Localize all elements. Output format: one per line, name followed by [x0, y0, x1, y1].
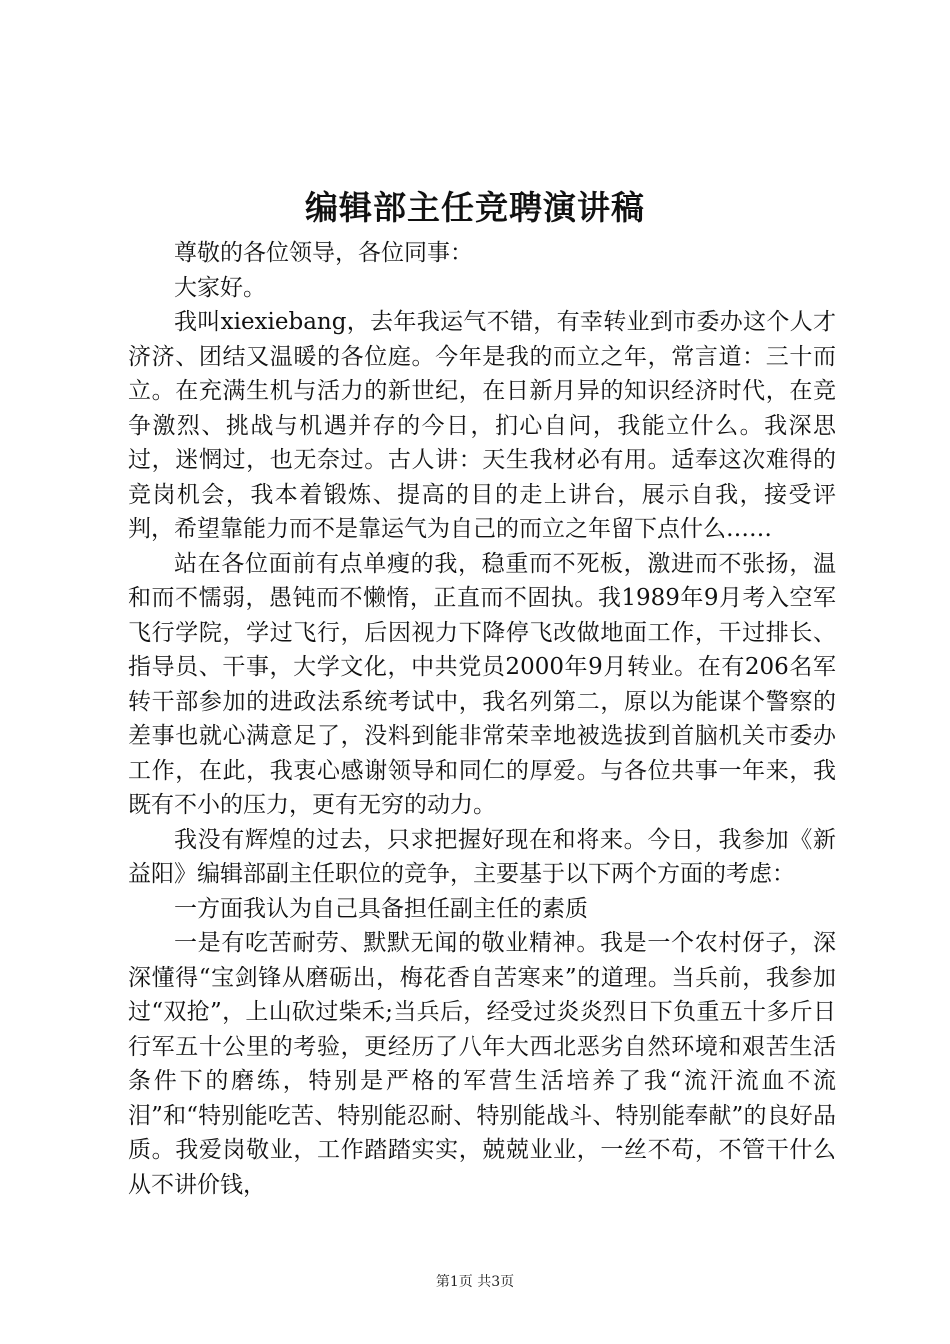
paragraph-motivation: 我没有辉煌的过去，只求把握好现在和将来。今日，我参加《新益阳》编辑部副主任职位的竞争，主要基于以下两个方面的考虑：: [128, 826, 836, 887]
paragraph-greeting: 尊敬的各位领导，各位同事：: [174, 240, 473, 266]
paragraph-work-ethic: 一是有吃苦耐劳、默默无闻的敬业精神。我是一个农村伢子，深深懂得“宝剑锋从磨砺出，梅花香自苦寒来”的道理。当兵前，我参加过“双抢”，上山砍过柴禾;当兵后，经受过炎炎烈日下负重五十多斤日行军五十公里的考验，更经历了八年大西北恶劣自然环境和艰苦生活条件下的磨练，特别是严格的军营生活培养了我“流汗流血不流泪”和“特别能吃苦、特别能忍耐、特别能战斗、特别能奉献”的良好品质。我爱岗敬业，工作踏踏实实，兢兢业业，一丝不苟，不管干什么从不讲价钱，: [128, 930, 836, 1198]
document-body: [128, 236, 836, 1202]
paragraph-section-heading: 一方面我认为自己具备担任副主任的素质: [174, 895, 588, 922]
page-title: 编辑部主任竞聘演讲稿: [305, 188, 645, 227]
paragraph-background: 站在各位面前有点单瘦的我，稳重而不死板，激进而不张扬，温和而不懦弱，愚钝而不懒惰，正直而不固执。我1989年9月考入空军飞行学院，学过飞行，后因视力下降停飞改做地面工作，干过排长、指导员、干事，大学文化，中共党员2000年9月转业。在有206名军转干部参加的进政法系统考试中，我名列第二，原以为能谋个警察的差事也就心满意足了，没料到能非常荣幸地被选拔到首脑机关市委办工作，在此，我衷心感谢领导和同仁的厚爱。与各位共事一年来，我既有不小的压力，更有无穷的动力。: [128, 550, 836, 818]
page-number-footer: 第1页 共3页: [435, 1274, 515, 1290]
paragraph-introduction: 我叫xiexiebang，去年我运气不错，有幸转业到市委办这个人才济济、团结又温暖的各位庭。今年是我的而立之年，常言道：三十而立。在充满生机与活力的新世纪，在日新月异的知识经济时代，在竞争激烈、挑战与机遇并存的今日，扪心自问，我能立什么。我深思过，迷惘过，也无奈过。古人讲：天生我材必有用。适奉这次难得的竞岗机会，我本着锻炼、提高的目的走上讲台，展示自我，接受评判，希望靠能力而不是靠运气为自己的而立之年留下点什么……: [128, 309, 836, 542]
paragraph-hello: 大家好。: [174, 274, 266, 301]
